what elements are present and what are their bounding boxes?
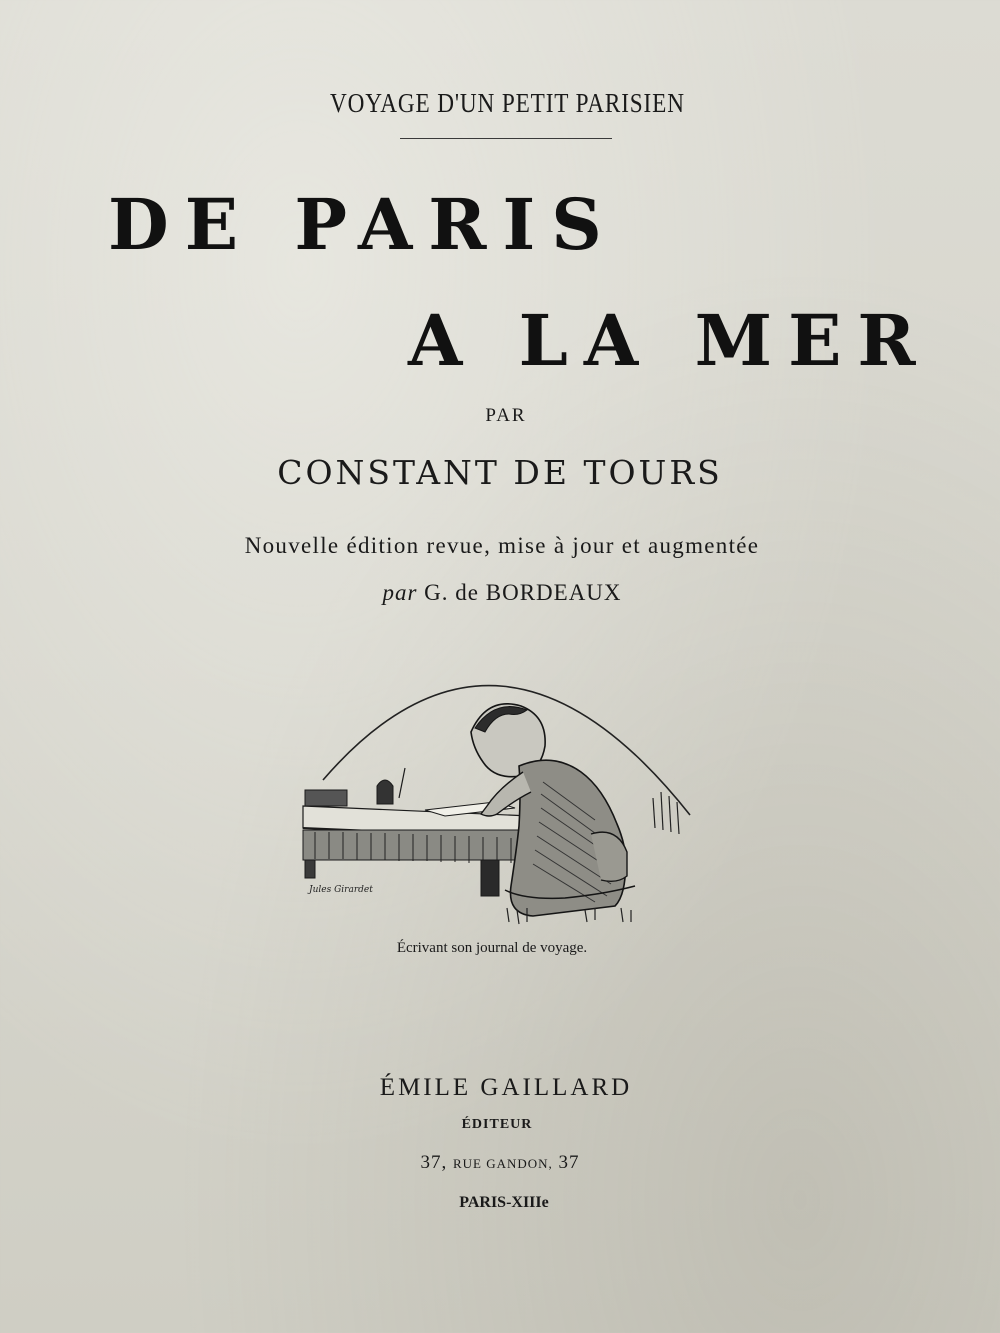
publisher-city: PARIS-XIIIe <box>459 1194 549 1211</box>
author-name: CONSTANT DE TOURS <box>277 453 723 492</box>
title-rule <box>400 138 612 139</box>
boy-drawing <box>471 704 679 924</box>
address-number-2: 37 <box>558 1152 580 1173</box>
by-word: PAR <box>485 405 527 426</box>
address-number-1: 37, <box>420 1152 448 1173</box>
vignette-illustration <box>295 670 715 942</box>
reviser-prefix: par <box>382 580 418 605</box>
illustration-caption: Écrivant son journal de voyage. <box>396 940 588 956</box>
series-title: VOYAGE D'UN PETIT PARISIEN <box>329 88 685 118</box>
book-title-line-2: A LA MER <box>408 299 932 382</box>
artist-signature: Jules Girardet <box>309 885 373 895</box>
reviser-name: G. de BORDEAUX <box>424 580 622 605</box>
table-drawing <box>303 768 533 896</box>
book-title-line-1: DE PARIS <box>108 183 618 266</box>
publisher-role: ÉDITEUR <box>461 1117 533 1132</box>
edition-note: Nouvelle édition revue, mise à jour et augmentée <box>244 533 760 558</box>
publisher-name: ÉMILE GAILLARD <box>379 1074 633 1101</box>
address-street: RUE GANDON, <box>452 1156 553 1171</box>
publisher-address <box>0 1152 1000 1174</box>
reviser-line <box>2 580 1000 606</box>
